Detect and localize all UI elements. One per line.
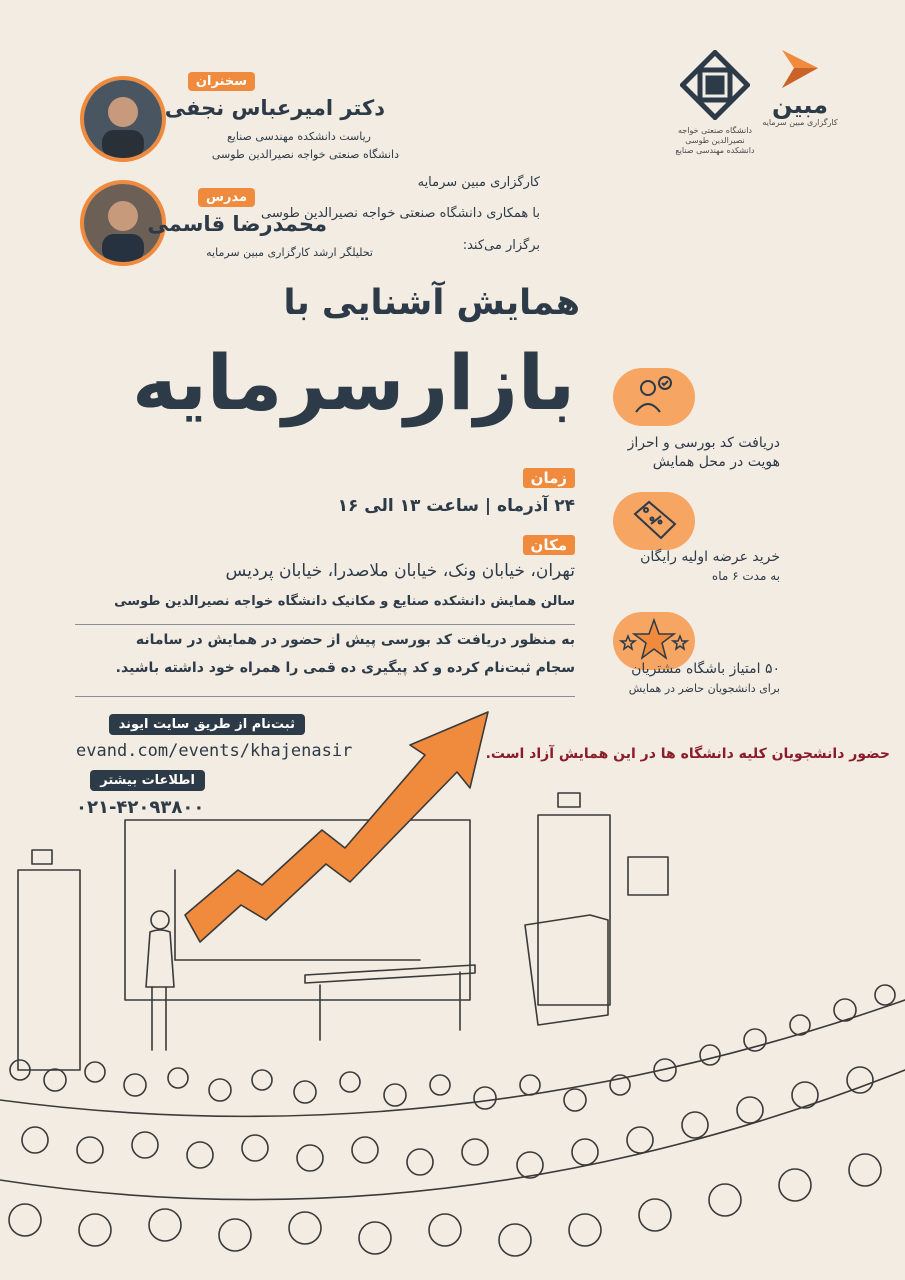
benefit-2-text: [640, 548, 780, 586]
discount-tag-icon: [613, 492, 695, 550]
organizer-line3: برگزار می‌کند:: [462, 238, 540, 253]
place-hall: سالن همایش دانشکده صنایع و مکانیک دانشگاه خواجه نصیرالدین طوسی: [114, 594, 575, 609]
speaker-1-role: سخنران: [188, 72, 255, 91]
growth-arrow: [185, 712, 488, 942]
speaker-1-name: دکتر امیرعباس نجفی: [164, 96, 385, 120]
user-check-icon: [613, 368, 695, 426]
benefit-3-line1: ۵۰ امتیاز باشگاه مشتریان: [631, 661, 780, 677]
mobin-name: مبین: [771, 91, 829, 119]
lecture-hall-illustration: [0, 700, 905, 1280]
university-caption: دانشگاه صنعتی خواجه نصیرالدین طوسی دانشکده مهندسی صنایع: [675, 126, 755, 155]
person-photo-icon: [84, 80, 162, 158]
free-entry-note: حضور دانشجویان کلیه دانشگاه ها در این همایش آزاد است.: [485, 746, 890, 762]
place-label: مکان: [523, 535, 575, 555]
notice-line1: به منظور دریافت کد بورسی پیش از حضور در همایش در سامانه: [135, 632, 575, 648]
university-emblem-icon: [680, 50, 750, 120]
benefit-2-pill: [613, 492, 695, 550]
divider-bottom: [75, 696, 575, 697]
table: [305, 965, 475, 983]
benefit-1-pill: [613, 368, 695, 426]
title-big: بازارسرمایه: [132, 338, 575, 427]
registration-label: ثبت‌نام از طریق سایت ایوند: [109, 714, 305, 735]
exit-sign-left: [32, 850, 52, 864]
mobin-logo: [760, 46, 840, 128]
university-logo: [675, 50, 755, 156]
speaker-2-role: مدرس: [198, 188, 255, 207]
time-value: ۲۴ آذرماه | ساعت ۱۳ الی ۱۶: [337, 496, 575, 516]
speaker-1-avatar: [80, 76, 166, 162]
phone-number[interactable]: ۰۲۱-۴۲۰۹۳۸۰۰: [76, 797, 205, 818]
benefit-2-line2: به مدت ۶ ماه: [711, 569, 780, 583]
speaker-1-line1: ریاست دانشکده مهندسی صنایع: [226, 130, 371, 143]
presentation-board: [125, 820, 470, 1000]
divider-top: [75, 624, 575, 625]
place-address: تهران، خیابان ونک، خیابان ملاصدرا، خیابان پردیس: [225, 561, 575, 581]
exit-sign-right: [558, 793, 580, 807]
benefit-1-line1: دریافت کد بورسی و احراز: [627, 435, 780, 451]
title-small: همایش آشنایی با: [283, 283, 580, 323]
benefit-3-line2: برای دانشجویان حاضر در همایش: [628, 682, 780, 695]
wall-frame: [628, 857, 668, 895]
benefit-1-line2: هویت در محل همایش: [652, 454, 780, 470]
organizer-line1: کارگزاری مبین سرمایه: [417, 175, 540, 190]
time-label: زمان: [523, 468, 575, 488]
benefit-3-text: [629, 660, 780, 698]
presenter: [151, 911, 169, 929]
left-door: [18, 870, 80, 1070]
more-info-label: اطلاعات بیشتر: [90, 770, 205, 791]
notice-line2: سجام ثبت‌نام کرده و کد پیگیری ده قمی را همراه خود داشته باشید.: [115, 660, 575, 676]
right-door: [538, 815, 610, 1005]
speaker-1-line2: دانشگاه صنعتی خواجه نصیرالدین طوسی: [211, 148, 399, 161]
organizer-line2: با همکاری دانشگاه صنعتی خواجه نصیرالدین طوسی: [261, 206, 540, 221]
benefit-2-line1: خرید عرضه اولیه رایگان: [640, 549, 780, 565]
registration-url[interactable]: evand.com/events/khajenasir: [76, 741, 353, 761]
mobin-arrow-icon: [778, 46, 822, 92]
speaker-2-name: محمدرضا قاسمی: [147, 212, 327, 236]
mobin-caption: کارگزاری مبین سرمایه: [762, 118, 838, 127]
benefit-1-text: [628, 434, 780, 472]
speaker-2-line1: تحلیلگر ارشد کارگزاری مبین سرمایه: [206, 246, 373, 259]
